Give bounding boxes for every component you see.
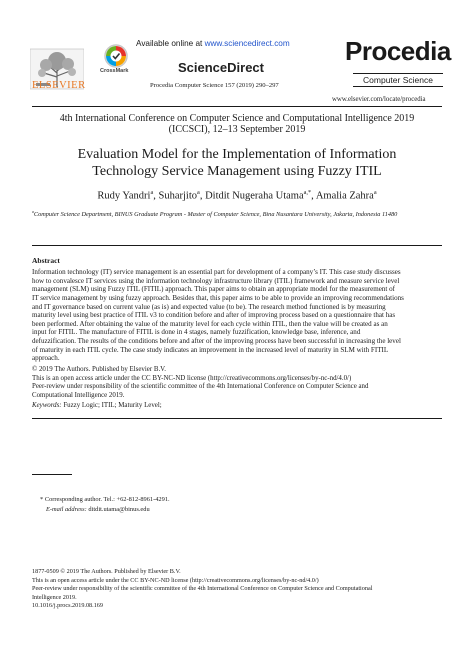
author-name: Amalia Zahra [315,190,374,202]
author-name: Suharjito [158,190,198,202]
license-link[interactable]: http://creativecommons.org/licenses/by-nc-nd/4.0/ [210,374,349,382]
bottom-oa-prefix: This is an open access article under the CC BY-NC-ND license ( [32,576,192,584]
peer-review-line-2: Computational Intelligence 2019. [32,391,125,399]
author-sup: a [373,189,377,196]
bottom-peer-review-line-1: Peer-review under responsibility of the scientific committee of the 4th International Conference on Computer Science and Computational [32,585,373,592]
crossmark-label: CrossMark [100,68,129,74]
abstract-line: Information technology (IT) service management is an essential part for development of a company’s IT. This case study discusses [32,268,401,276]
abstract-line: approach. [32,354,60,363]
abstract-line: been performed. After obtaining the value of the maturity level for each cycle within ITIL, then the value will be created as an [32,319,388,328]
abstract-line: defuzzification. The results of the conditions before and after of the improving process have been successful in increasing the level [32,337,401,345]
procedia-subtitle: Computer Science [353,73,443,87]
keywords-text: Fuzzy Logic; ITIL; Maturity Level; [63,402,162,409]
author-sup: a [150,189,154,196]
issn-line: 1877-0509 © 2019 The Authors. Published by Elsevier B.V. [32,568,181,575]
abstract-top-divider [32,245,442,246]
crossmark-icon[interactable] [104,44,128,68]
keywords-label: Keywords: [32,402,62,409]
author-sup: a,* [303,189,312,196]
open-access-line [32,375,442,384]
available-online-line [136,39,356,48]
peer-review-line-1: Peer-review under responsibility of the scientific committee of the 4th International Conference on Computer Science and [32,383,369,391]
conference-line-1: 4th International Conference on Computer Science and Computational Intelligence 2019 [59,113,415,124]
corresponding-author-note [40,496,170,503]
bottom-oa-suffix: ) [316,576,319,584]
paper-title-line-1: Evaluation Model for the Implementation of Information [77,147,397,162]
sciencedirect-link[interactable]: www.sciencedirect.com [204,39,290,48]
abstract-line: IT service management by using fuzzy approach. Besides that, this paper aims to be able to provide an improving recommendations [32,293,404,302]
footnote-divider [32,474,72,475]
email-label: E-mail address: [46,506,87,513]
bottom-license-link[interactable]: http://creativecommons.org/licenses/by-nc-nd/4.0/ [191,576,317,584]
bottom-matter [32,568,442,611]
keywords-line [32,402,442,411]
affiliation-sup: a [32,210,34,214]
available-prefix: Available online at [136,39,205,48]
abstract-line: how to convalesce IT services using the information technology infrastructure library (ITIL) framework and measure service level [32,276,400,285]
author-name: Rudy Yandri [97,190,151,202]
open-access-prefix: This is an open access article under the CC BY-NC-ND license ( [32,374,211,382]
email-note [46,506,150,513]
bottom-open-access-line [32,577,442,586]
abstract-bottom-divider [32,418,442,419]
abstract-line: and IT governance based on current value (as is) and expected value (to be). The research method functioned is by measuring [32,302,386,311]
paper-title-line-2: Technology Service Management using Fuzzy ITIL [92,164,382,179]
journal-homepage-link[interactable]: www.elsevier.com/locate/procedia [332,96,426,103]
affiliation-text: Computer Science Department, BINUS Graduate Program - Master of Computer Science, Bina Nusantara University, Jakarta, Indonesia 11480 [33,211,398,219]
email-address[interactable]: ditdit.utama@binus.edu [88,506,150,513]
procedia-wordmark: Procedia [345,36,451,66]
license-block [32,366,442,400]
elsevier-logo-text: ELSEVIER [32,80,86,91]
footnote-marker: * [40,496,44,503]
author-sup: a [197,189,200,196]
copyright-line: © 2019 The Authors. Published by Elsevier B.V. [32,366,166,373]
journal-citation: Procedia Computer Science 157 (2019) 290–297 [150,82,279,89]
abstract-line: maturity level using best practice of ITIL v3 to condition before and after of improving process based on a questionnaire that has [32,311,396,320]
conference-line-2: (ICCSCI), 12–13 September 2019 [168,124,306,135]
bottom-peer-review-line-2: Intelligence 2019. [32,593,77,601]
open-access-suffix: ) [348,374,352,382]
sciencedirect-wordmark: ScienceDirect [178,60,264,75]
doi[interactable]: 10.1016/j.procs.2019.08.169 [32,602,103,609]
author-name: Ditdit Nugeraha Utama [205,190,304,202]
abstract-line: of maturity in each ITIL cycle. The case study indicates an improvement in the increased level of maturity in SLM with FITIL [32,345,389,354]
affiliation [32,210,442,218]
abstract-body [32,268,442,363]
abstract-heading: Abstract [32,256,60,265]
corresponding-author-text: Corresponding author. Tel.: +62-812-8961-4291. [44,496,170,503]
author-list: Rudy Yandri$^a$, Suharjito$^a$, Ditdit Nugeraha Utama$^{a,*}$, Amalia Zahra$^a$ [97,189,377,202]
abstract-line: management (SLM) using Fuzzy ITIL (FITIL) approach. This paper aims to obtain an appropriate model for the measurement of [32,285,395,294]
header-divider [32,106,442,107]
abstract-line: input for FITIL. The manufacture of FITIL is done in 4 stages, namely fuzzification, knowledge base, inference, and [32,328,361,337]
